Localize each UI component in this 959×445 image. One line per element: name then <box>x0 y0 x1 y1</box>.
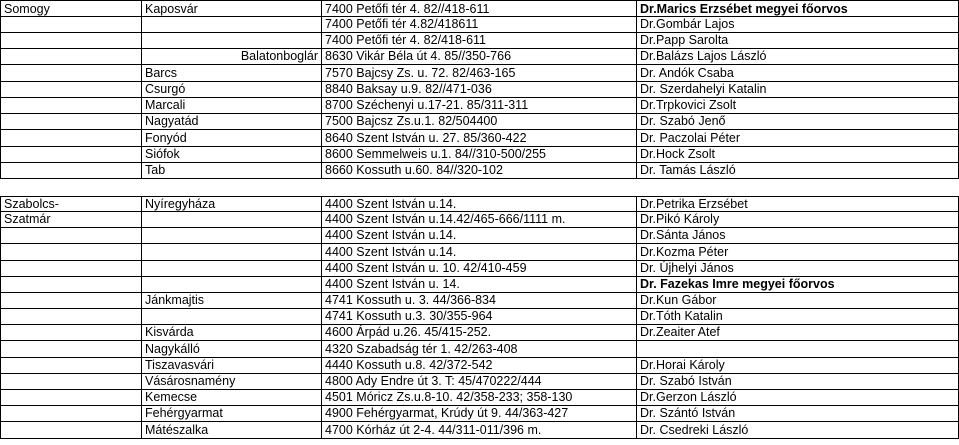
person-cell: Dr. Újhelyi János <box>637 261 959 277</box>
person-cell <box>637 341 959 358</box>
county-cell <box>0 325 142 341</box>
county-cell <box>0 65 142 82</box>
person-cell: Dr.Gerzon László <box>637 390 959 406</box>
person-cell: Dr.Pikó Károly <box>637 212 959 228</box>
person-cell: Dr.Gombár Lajos <box>637 17 959 33</box>
county-cell <box>0 130 142 147</box>
person-cell: Dr. Andók Csaba <box>637 65 959 82</box>
county-cell: Somogy <box>0 0 142 17</box>
person-cell: Dr. Tamás László <box>637 163 959 179</box>
person-cell: Dr.Horai Károly <box>637 358 959 374</box>
address-cell: 4400 Szent István u. 10. 42/410-459 <box>322 261 637 277</box>
address-cell: 8630 Vikár Béla út 4. 85//350-766 <box>322 49 637 65</box>
person-cell: Dr.Petrika Erzsébet <box>637 196 959 212</box>
city-cell <box>142 309 322 325</box>
address-cell: 4741 Kossuth u. 3. 44/366-834 <box>322 293 637 309</box>
city-cell: Vásárosnamény <box>142 374 322 390</box>
address-cell: 4440 Kossuth u.8. 42/372-542 <box>322 358 637 374</box>
county-cell <box>0 293 142 309</box>
county-cell <box>0 261 142 277</box>
county-cell <box>0 33 142 49</box>
address-cell: 7400 Petőfi tér 4.82/418611 <box>322 17 637 33</box>
city-cell: Tab <box>142 163 322 179</box>
address-cell: 7400 Petőfi tér 4. 82//418-611 <box>322 0 637 17</box>
city-cell <box>142 261 322 277</box>
person-cell: Dr.Kozma Péter <box>637 244 959 261</box>
county-cell <box>0 17 142 33</box>
address-cell: 4501 Móricz Zs.u.8-10. 42/358-233; 358-130 <box>322 390 637 406</box>
county-cell <box>0 390 142 406</box>
address-cell: 4400 Szent István u. 14. <box>322 277 637 293</box>
city-cell: Csurgó <box>142 82 322 98</box>
person-cell: Dr. Paczolai Péter <box>637 130 959 147</box>
address-cell: 4700 Kórház út 2-4. 44/311-011/396 m. <box>322 422 637 439</box>
city-cell <box>142 277 322 293</box>
city-cell <box>142 244 322 261</box>
city-cell: Mátészalka <box>142 422 322 439</box>
person-cell: Dr.Tóth Katalin <box>637 309 959 325</box>
address-cell: 4320 Szabadság tér 1. 42/263-408 <box>322 341 637 358</box>
person-cell: Dr.Hock Zsolt <box>637 147 959 163</box>
person-cell: Dr. Szerdahelyi Katalin <box>637 82 959 98</box>
city-cell: Fonyód <box>142 130 322 147</box>
county-cell <box>0 277 142 293</box>
city-cell: Kaposvár <box>142 0 322 17</box>
county-cell <box>0 309 142 325</box>
person-cell: Dr.Balázs Lajos László <box>637 49 959 65</box>
city-cell: Siófok <box>142 147 322 163</box>
city-cell <box>142 228 322 244</box>
address-cell: 4400 Szent István u.14.42/465-666/1111 m. <box>322 212 637 228</box>
county-cell <box>0 341 142 358</box>
county-cell <box>0 406 142 422</box>
city-cell: Kisvárda <box>142 325 322 341</box>
city-cell: Nagykálló <box>142 341 322 358</box>
person-cell: Dr. Fazekas Imre megyei főorvos <box>637 277 959 293</box>
address-cell: 8660 Kossuth u.60. 84//320-102 <box>322 163 637 179</box>
city-cell <box>142 212 322 228</box>
city-cell: Barcs <box>142 65 322 82</box>
person-cell: Dr.Marics Erzsébet megyei főorvos <box>637 0 959 17</box>
city-cell: Kemecse <box>142 390 322 406</box>
county-cell <box>0 244 142 261</box>
person-cell: Dr. Szabó István <box>637 374 959 390</box>
city-cell: Nagyatád <box>142 114 322 130</box>
county-cell: Szatmár <box>0 212 142 228</box>
county-cell <box>0 422 142 439</box>
address-cell: 8840 Baksay u.9. 82//471-036 <box>322 82 637 98</box>
person-cell: Dr.Papp Sarolta <box>637 33 959 49</box>
person-cell: Dr.Sánta János <box>637 228 959 244</box>
county-cell <box>0 98 142 114</box>
city-cell: Jánkmajtis <box>142 293 322 309</box>
city-cell: Balatonboglár <box>142 49 322 65</box>
address-cell: 4800 Ady Endre út 3. T: 45/470222/444 <box>322 374 637 390</box>
address-cell: 4400 Szent István u.14. <box>322 196 637 212</box>
address-cell: 7570 Bajcsy Zs. u. 72. 82/463-165 <box>322 65 637 82</box>
address-cell: 8600 Semmelweis u.1. 84//310-500/255 <box>322 147 637 163</box>
person-cell: Dr.Trpkovici Zsolt <box>637 98 959 114</box>
address-cell: 4600 Árpád u.26. 45/415-252. <box>322 325 637 341</box>
address-cell: 8640 Szent István u. 27. 85/360-422 <box>322 130 637 147</box>
county-cell <box>0 114 142 130</box>
county-cell <box>0 374 142 390</box>
county-cell: Szabolcs- <box>0 196 142 212</box>
person-cell: Dr.Zeaiter Atef <box>637 325 959 341</box>
person-cell: Dr. Szabó Jenő <box>637 114 959 130</box>
county-cell <box>0 147 142 163</box>
city-cell: Marcali <box>142 98 322 114</box>
county-cell <box>0 228 142 244</box>
city-cell: Tiszavasvári <box>142 358 322 374</box>
address-cell: 4900 Fehérgyarmat, Krúdy út 9. 44/363-427 <box>322 406 637 422</box>
county-cell <box>0 82 142 98</box>
city-cell: Fehérgyarmat <box>142 406 322 422</box>
person-cell: Dr. Csedreki László <box>637 422 959 439</box>
address-cell: 4400 Szent István u.14. <box>322 228 637 244</box>
address-cell: 4741 Kossuth u.3. 30/355-964 <box>322 309 637 325</box>
person-cell: Dr.Kun Gábor <box>637 293 959 309</box>
city-cell <box>142 33 322 49</box>
person-cell: Dr. Szántó István <box>637 406 959 422</box>
city-cell: Nyíregyháza <box>142 196 322 212</box>
address-cell: 8700 Széchenyi u.17-21. 85/311-311 <box>322 98 637 114</box>
county-cell <box>0 358 142 374</box>
address-cell: 7500 Bajcsz Zs.u.1. 82/504400 <box>322 114 637 130</box>
county-cell <box>0 49 142 65</box>
city-cell <box>142 17 322 33</box>
address-cell: 4400 Szent István u.14. <box>322 244 637 261</box>
address-cell: 7400 Petőfi tér 4. 82/418-611 <box>322 33 637 49</box>
county-cell <box>0 163 142 179</box>
